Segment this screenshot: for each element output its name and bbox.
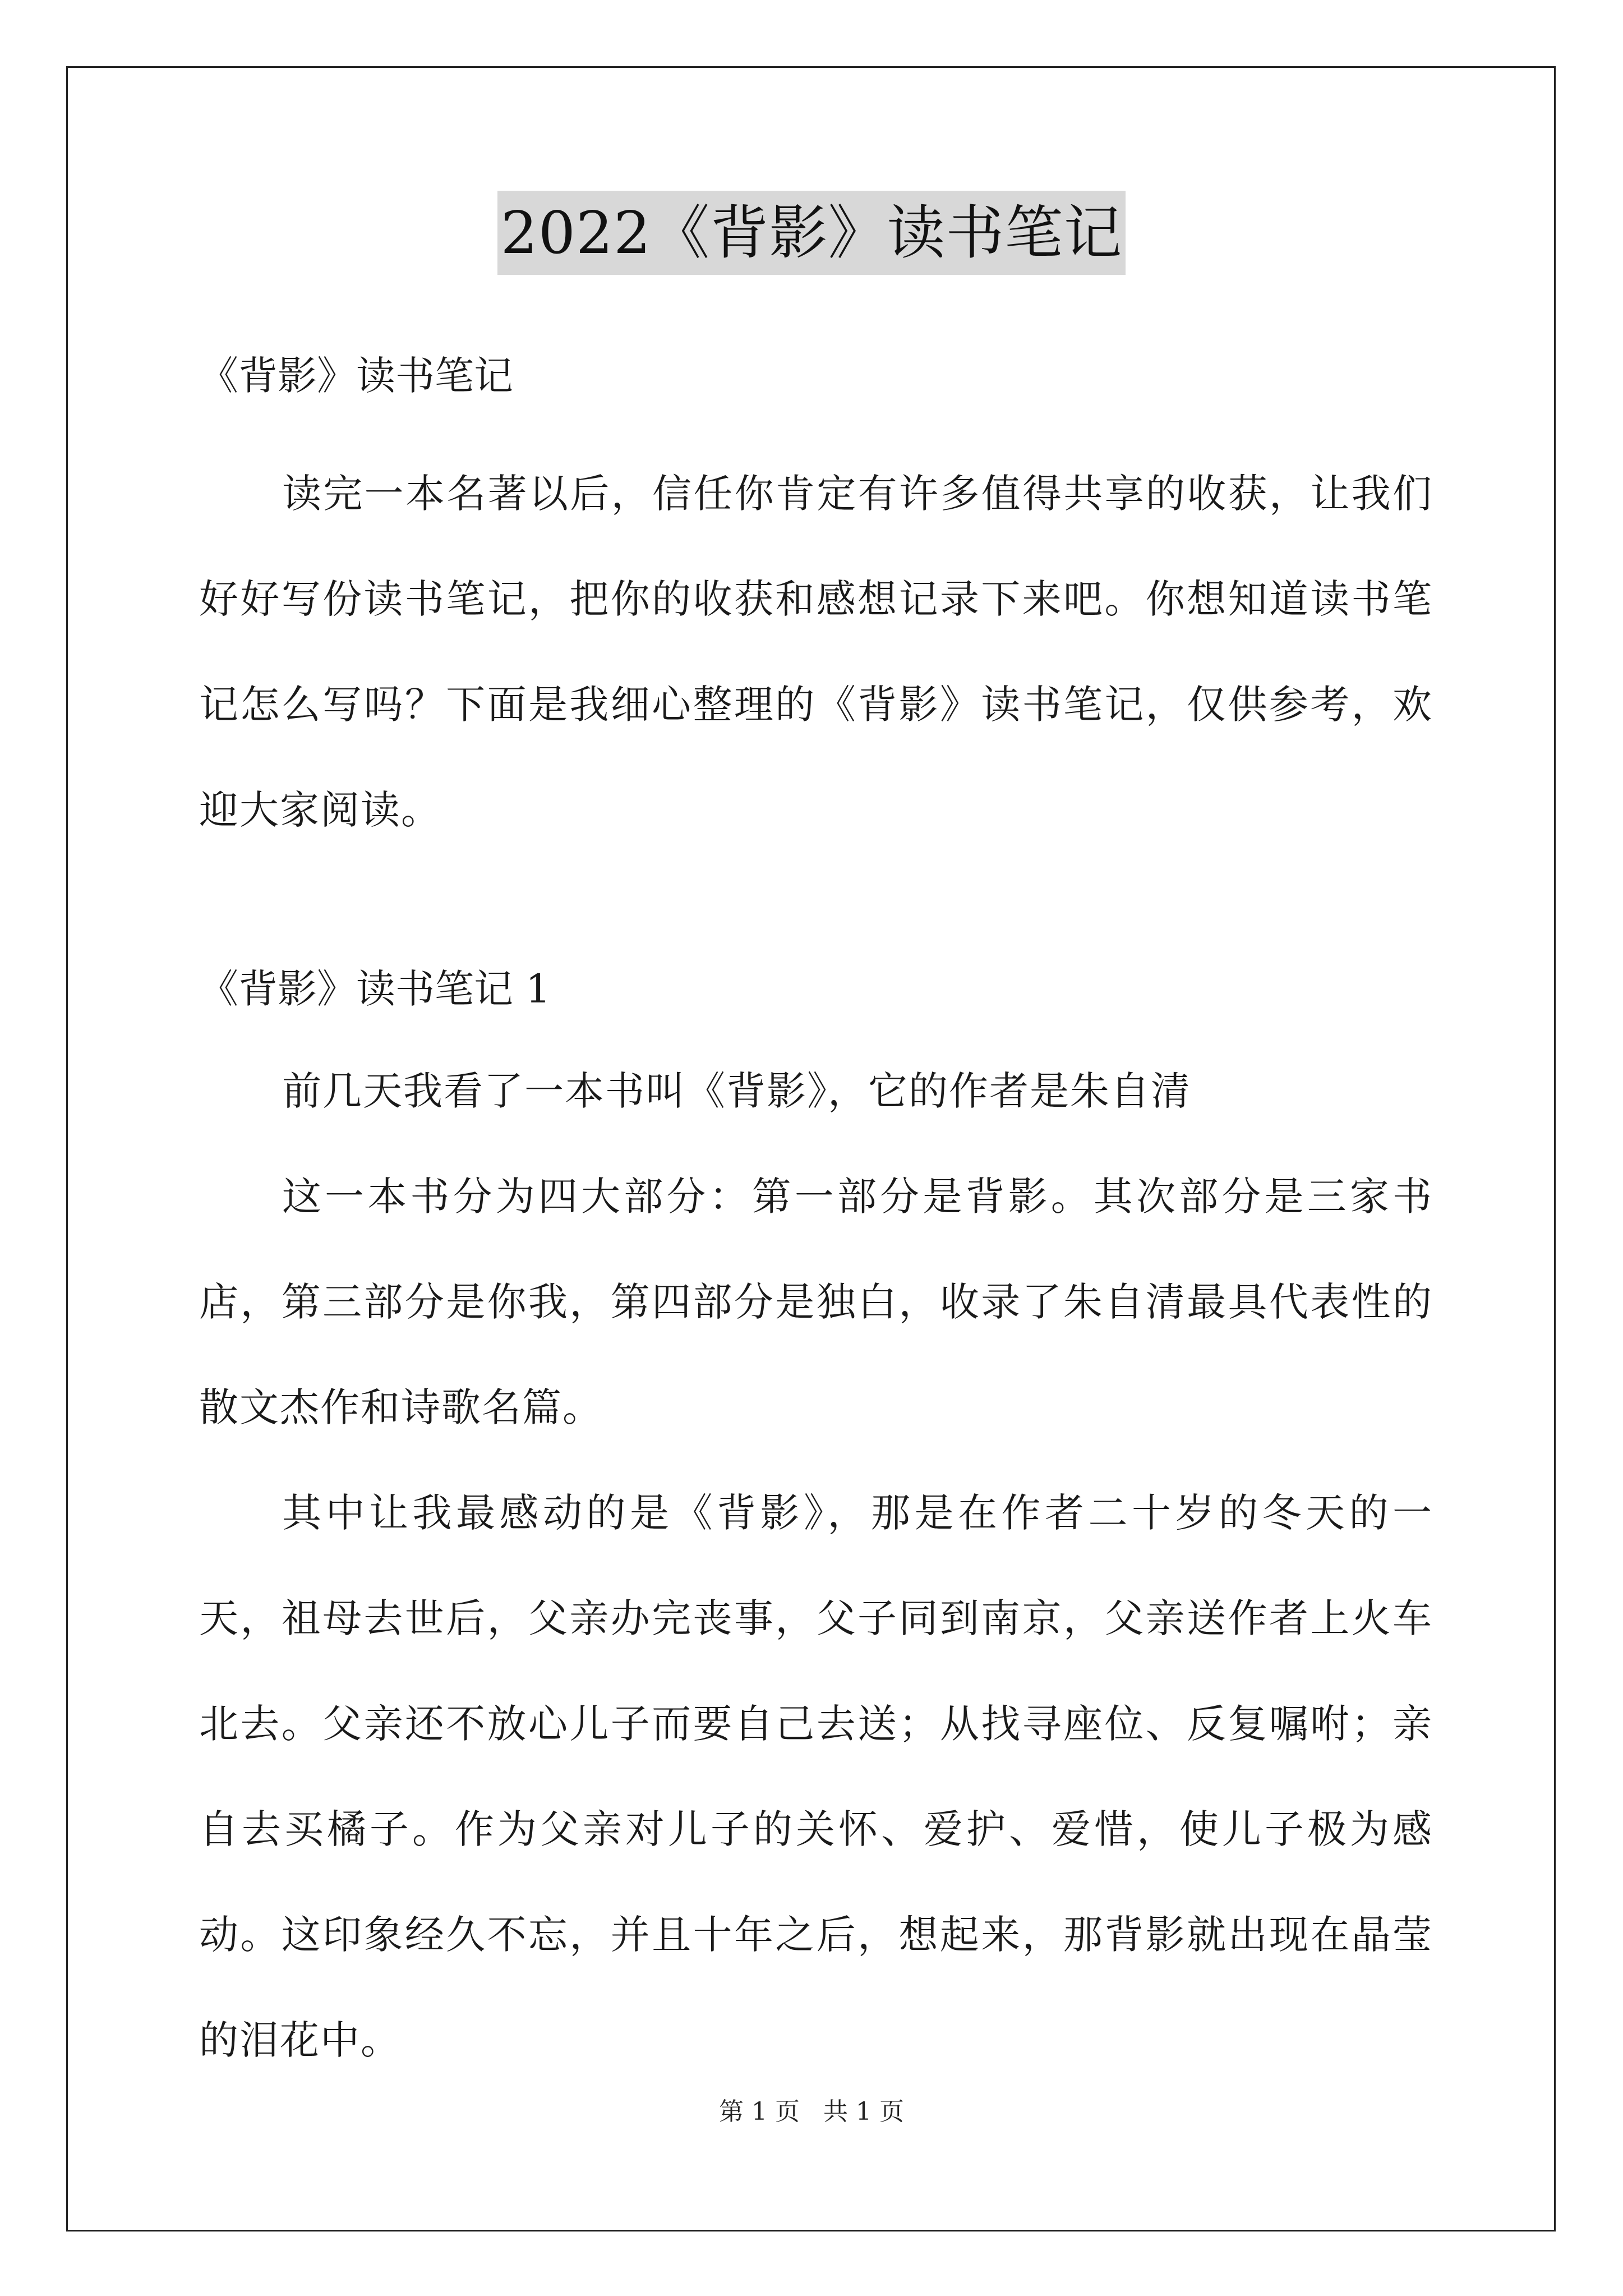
intro-heading: 《背影》读书笔记 (199, 353, 513, 399)
section1-paragraph-1: 前几天我看了一本书叫《背影》，它的作者是朱自清 (282, 1068, 1191, 1114)
page-total: 共 1 页 (823, 2097, 904, 2126)
page-number: 第 1 页 (719, 2097, 800, 2126)
document-body (199, 342, 1433, 2093)
section1-paragraph-2: 这一本书分为四大部分：第一部分是背影。其次部分是三家书店，第三部分是你我，第四部分是独白，收录了朱自清最具代表性的散文杰作和诗歌名篇。 (199, 1174, 1433, 1430)
document-title: 2022《背影》读书笔记 (497, 191, 1126, 275)
section1-heading: 《背影》读书笔记 1 (199, 966, 551, 1012)
section1-paragraph-3: 其中让我最感动的是《背影》，那是在作者二十岁的冬天的一天，祖母去世后，父亲办完丧事，父子同到南京，父亲送作者上火车北去。父亲还不放心儿子而要自己去送；从找寻座位、反复嘱咐；亲自去买橘子。作为父亲对儿子的关怀、爱护、爱惜，使儿子极为感动。这印象经久不忘，并且十年之后，想起来，那背影就出现在晶莹的泪花中。 (199, 1490, 1433, 2063)
title-container (0, 191, 1623, 275)
page-footer (0, 2095, 1623, 2129)
intro-paragraph: 读完一本名著以后，信任你肯定有许多值得共享的收获，让我们好好写份读书笔记，把你的收获和感想记录下来吧。你想知道读书笔记怎么写吗？下面是我细心整理的《背影》读书笔记，仅供参考，欢迎大家阅读。 (199, 471, 1433, 833)
